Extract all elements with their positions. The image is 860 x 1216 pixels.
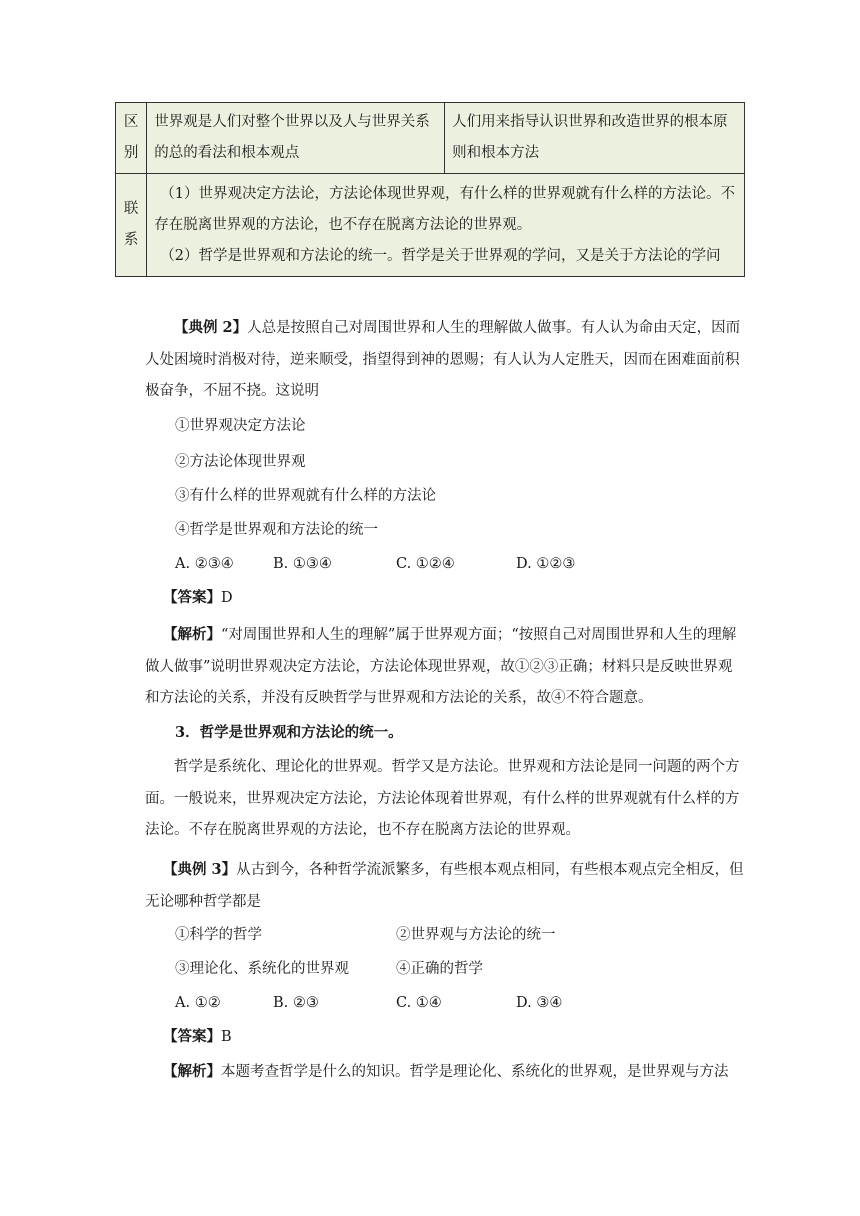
- example-2-option-b: B. ①③④: [273, 556, 332, 572]
- example-2-question: [145, 312, 745, 408]
- example-3-item-2: ②世界观与方法论的统一: [396, 927, 556, 943]
- example-3-option-b: B. ②③: [273, 995, 319, 1011]
- example-2-answer-label: 【答案】: [163, 589, 221, 606]
- example-2-option-c: C. ①②④: [396, 556, 455, 572]
- example-2-text: 人总是按照自己对周围世界和人生的理解做人做事。有人认为命由天定，因而人处困境时消极对待，逆来顺受，指望得到神的恩赐；有人认为人定胜天，因而在困难面前积极奋争，不屈不挠。这说明: [145, 320, 741, 399]
- example-3-option-a: A. ①②: [175, 995, 221, 1011]
- example-3-item-3: ③理论化、系统化的世界观: [175, 961, 349, 977]
- example-2-item-1: ①世界观决定方法论: [175, 418, 306, 434]
- comparison-table: [115, 102, 745, 277]
- table-row-difference: [116, 103, 745, 174]
- example-2-option-a: A. ②③④: [175, 556, 234, 572]
- example-2-analysis-text: “对周围世界和人生的理解”属于世界观方面；“按照自己对周围世界和人生的理解做人做事”说明世界观决定方法论，方法论体现世界观，故①②③正确；材料只是反映世界观和方法论的关系，并没有反映哲学与世界观和方法论的关系，故④不符合题意。: [145, 627, 737, 706]
- example-2-item-4: ④哲学是世界观和方法论的统一: [175, 522, 378, 538]
- example-2-analysis-label: 【解析】: [163, 626, 221, 643]
- section-3-heading: 3．哲学是世界观和方法论的统一。: [175, 724, 403, 741]
- example-2-label: 【典例 2】: [174, 319, 248, 336]
- example-2-analysis: [145, 619, 745, 715]
- example-3-analysis: [145, 1056, 745, 1089]
- example-3-item-4: ④正确的哲学: [396, 961, 483, 977]
- example-3-analysis-text: 本题考查哲学是什么的知识。哲学是理论化、系统化的世界观，是世界观与方法: [221, 1064, 729, 1080]
- example-3-option-c: C. ①④: [396, 995, 442, 1011]
- methodology-cell: 人们用来指导认识世界和改造世界的根本原则和根本方法: [445, 103, 745, 174]
- example-2-answer: [163, 583, 233, 613]
- example-3-option-d: D. ③④: [516, 995, 563, 1011]
- example-2-option-d: D. ①②③: [516, 556, 576, 572]
- worldview-cell: 世界观是人们对整个世界以及人与世界关系的总的看法和根本观点: [147, 103, 445, 174]
- connection-cell: [147, 174, 745, 277]
- table-row-connection: [116, 174, 745, 277]
- example-3-analysis-label: 【解析】: [163, 1063, 221, 1080]
- example-3-answer-value: B: [221, 1029, 232, 1045]
- example-3-text: 从古到今，各种哲学流派繁多，有些根本观点相同，有些根本观点完全相反，但无论哪种哲学都是: [145, 862, 744, 910]
- section-3-text: 哲学是系统化、理论化的世界观。哲学又是方法论。世界观和方法论是同一问题的两个方面。一般说来，世界观决定方法论，方法论体现着世界观，有什么样的世界观就有什么样的方法论。不存在脱离世界观的方法论，也不存在脱离方法论的世界观。: [145, 759, 740, 838]
- example-3-answer-label: 【答案】: [163, 1028, 221, 1045]
- connection-point-2: （2）哲学是世界观和方法论的统一。哲学是关于世界观的学问，又是关于方法论的学问: [160, 247, 721, 264]
- example-2-item-2: ②方法论体现世界观: [175, 454, 306, 470]
- connection-point-1: （1）世界观决定方法论，方法论体现世界观，有什么样的世界观就有什么样的方法论。不存在脱离世界观的方法论，也不存在脱离方法论的世界观。: [154, 185, 736, 233]
- example-3-question: [145, 854, 745, 918]
- example-2-item-3: ③有什么样的世界观就有什么样的方法论: [175, 488, 436, 504]
- example-3-answer: [163, 1022, 232, 1052]
- row-header-connection: 联系: [116, 174, 147, 277]
- example-3-item-1: ①科学的哲学: [175, 927, 262, 943]
- example-3-label: 【典例 3】: [163, 861, 237, 878]
- example-2-answer-value: D: [221, 590, 233, 606]
- row-header-difference: 区别: [116, 103, 147, 174]
